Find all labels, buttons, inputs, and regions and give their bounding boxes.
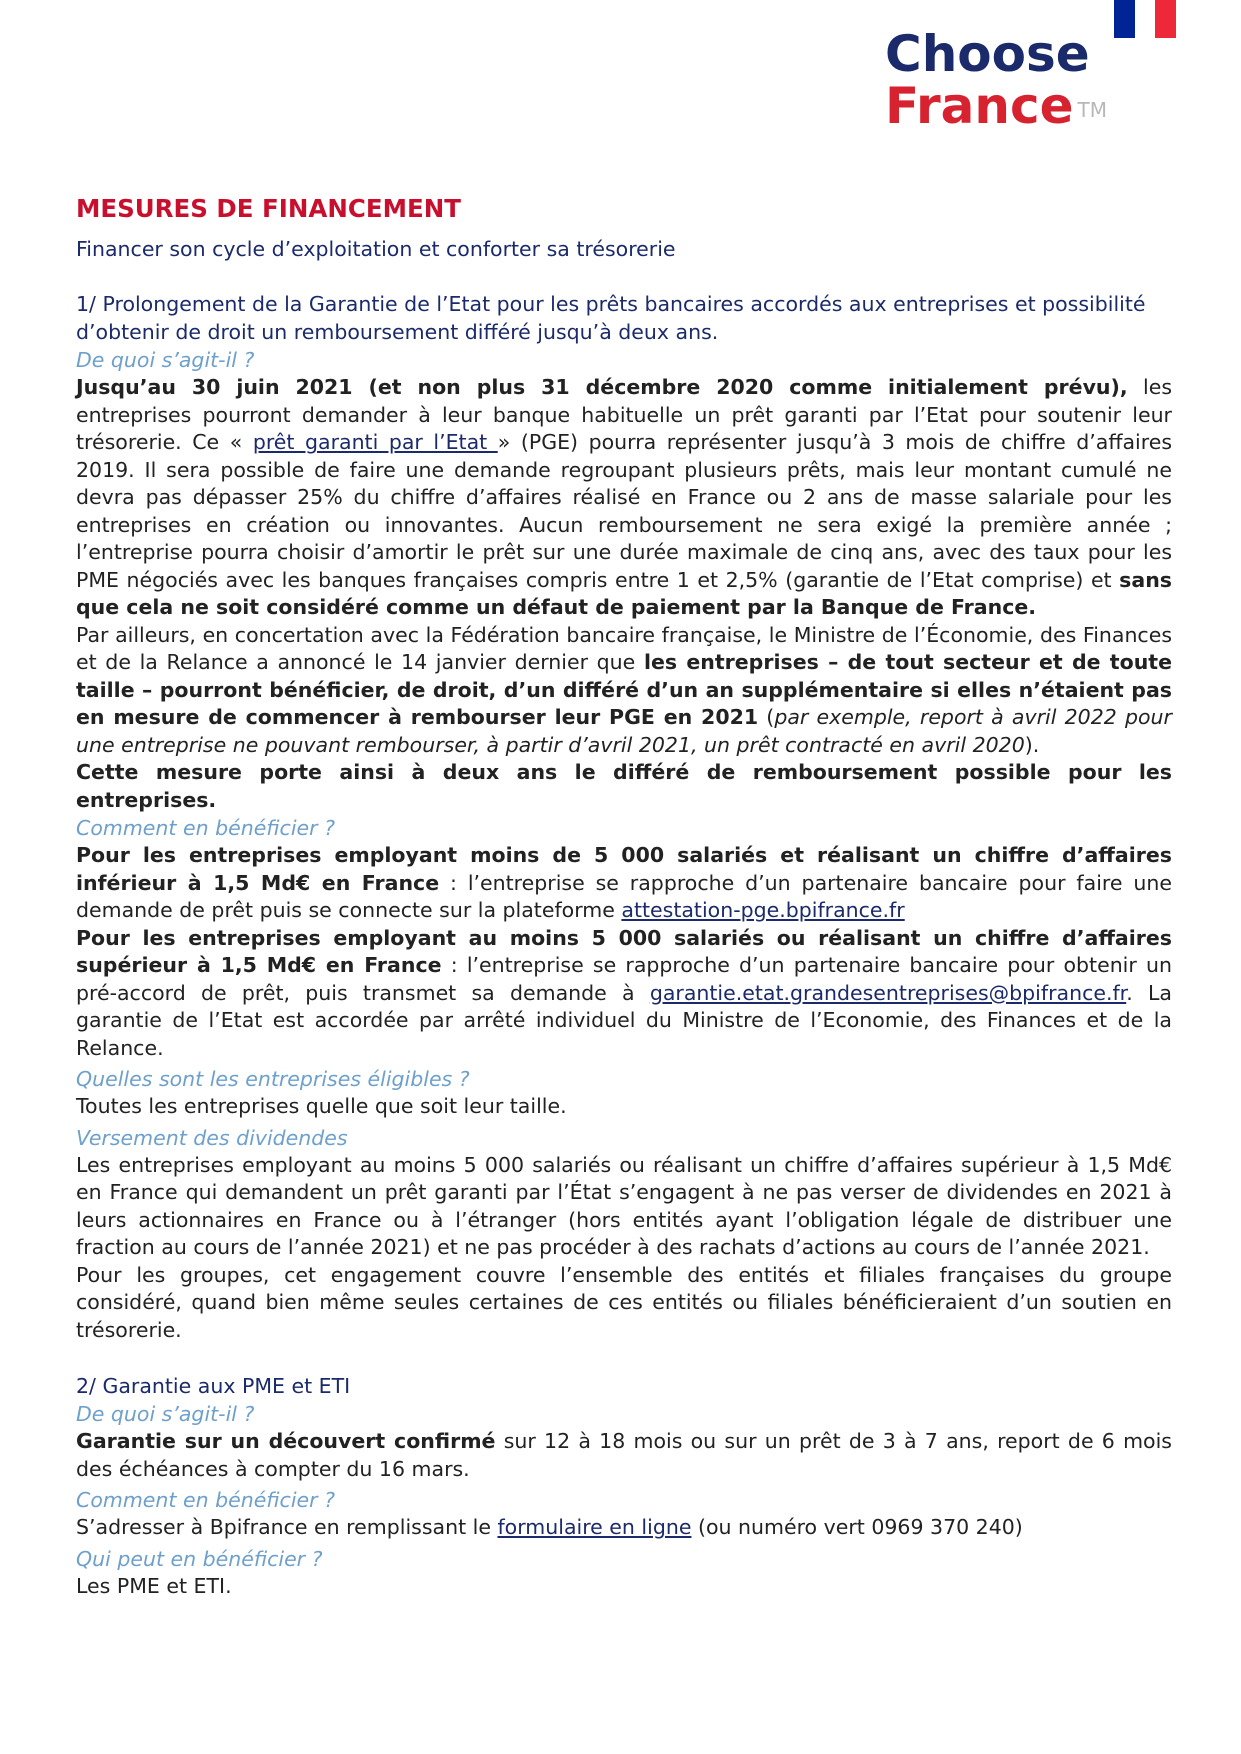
choose-france-logo: [885, 25, 1107, 135]
section-2-heading: 2/ Garantie aux PME et ETI: [76, 1374, 351, 1398]
paragraph-pge-intro: Jusqu’au 30 juin 2021 (et non plus 31 décembre 2020 comme initialement prévu), les entreprises pourront demander à leur banque habituelle un prêt garanti par l’Etat pour soutenir leur trésorerie. Ce « prêt garanti par l’Etat » (PGE) pourra représenter jusqu’à 3 mois de chiffre d’affaires 2019. Il sera possible de faire une demande regroupant plusieurs prêts, mais leur montant cumulé ne devra pas dépasser 25% du chiffre d’affaires réalisé en France ou 2 ans de masse salariale pour les entreprises en création ou innovantes. Aucun remboursement ne sera exigé la première année ; l’entreprise pourra choisir d’amortir le prêt sur une durée maximale de cinq ans, avec des taux pour les PME négociés avec les banques françaises compris entre 1 et 2,5% (garantie de l’Etat comprise) et sans que cela ne soit considéré comme un défaut de paiement par la Banque de France.: [76, 375, 1172, 619]
french-flag-icon: [1114, 0, 1176, 38]
paragraph-large-companies: Pour les entreprises employant au moins 5 000 salariés ou réalisant un chiffre d’affaires supérieur à 1,5 Md€ en France : l’entreprise se rapproche d’un partenaire bancaire pour obtenir un pré-accord de prêt, puis transmet sa demande à garantie.etat.grandesentreprises@bpifrance.fr. La garantie de l’Etat est accordée par arrêté individuel du Ministre de l’Economie, des Finances et de la Relance.: [76, 925, 1172, 1060]
link-garantie-email[interactable]: garantie.etat.grandesentreprises@bpifrance.fr: [649, 980, 1127, 1005]
question-eligible: Quelles sont les entreprises éligibles ?: [76, 1067, 470, 1091]
paragraph-dividends: Les entreprises employant au moins 5 000 salariés ou réalisant un chiffre d’affaires supérieur à 1,5 Md€ en France qui demandent un prêt garanti par l’État s’engagent à ne pas verser de dividendes en 2021 à leurs actionnaires en France ou à l’étranger (hors entités ayant l’obligation légale de distribuer une fraction au cours de l’année 2021) et ne pas procéder à des rachats d’actions au cours de l’année 2021.: [76, 1152, 1172, 1259]
logo-trademark: TM: [1077, 98, 1107, 122]
question-what-is-it-2: De quoi s’agit-il ?: [76, 1402, 255, 1426]
paragraph-eligible: Toutes les entreprises quelle que soit leur taille.: [76, 1094, 567, 1118]
document-body: [76, 192, 1172, 1600]
page-title: MESURES DE FINANCEMENT: [76, 194, 461, 223]
paragraph-differe: Par ailleurs, en concertation avec la Fédération bancaire française, le Ministre de l’Économie, des Finances et de la Relance a annoncé le 14 janvier dernier que les entreprises – de tout secteur et de toute taille – pourront bénéficier, de droit, d’un différé d’un an supplémentaire si elles n’étaient pas en mesure de commencer à rembourser leur PGE en 2021 (par exemple, report à avril 2022 pour une entreprise ne pouvant rembourser, à partir d’avril 2021, un prêt contracté en avril 2020).: [76, 622, 1172, 757]
logo-line-2: France ™: [885, 77, 1107, 135]
paragraph-small-companies: Pour les entreprises employant moins de 5 000 salariés et réalisant un chiffre d’affaires inférieur à 1,5 Md€ en France : l’entreprise se rapproche d’un partenaire bancaire pour faire une demande de prêt puis se connecte sur la plateforme attestation-pge.bpifrance.fr: [76, 843, 1172, 922]
question-how-to-benefit: Comment en bénéficier ?: [76, 816, 335, 840]
question-who-can-benefit: Qui peut en bénéficier ?: [76, 1546, 323, 1571]
page-subtitle: Financer son cycle d’exploitation et conforter sa trésorerie: [76, 237, 676, 261]
link-attestation-pge[interactable]: attestation-pge.bpifrance.fr: [621, 898, 905, 922]
paragraph-groups: Pour les groupes, cet engagement couvre l’ensemble des entités et filiales françaises du groupe considéré, quand bien même seules certaines de ces entités ou filiales bénéficieraient d’un soutien en trésorerie.: [76, 1262, 1172, 1342]
question-dividends: Versement des dividendes: [76, 1125, 348, 1150]
paragraph-mesure: Cette mesure porte ainsi à deux ans le différé de remboursement possible pour les entreprises.: [76, 760, 1172, 812]
paragraph-bpifrance: S’adresser à Bpifrance en remplissant le formulaire en ligne (ou numéro vert 0969 370 240): [76, 1515, 1023, 1539]
paragraph-garantie-pme: Garantie sur un découvert confirmé sur 12 à 18 mois ou sur un prêt de 3 à 7 ans, report de 6 mois des échéances à compter du 16 mars.: [76, 1429, 1172, 1481]
logo-line-1: Choose: [885, 25, 1090, 83]
paragraph-pme-eti: Les PME et ETI.: [76, 1573, 232, 1598]
section-1-heading: 1/ Prolongement de la Garantie de l’Etat pour les prêts bancaires accordés aux entreprises et possibilité d’obtenir de droit un remboursement différé jusqu’à deux ans.: [76, 292, 1146, 344]
link-formulaire-en-ligne[interactable]: formulaire en ligne: [497, 1515, 692, 1539]
question-what-is-it: De quoi s’agit-il ?: [76, 348, 255, 372]
question-how-to-benefit-2: Comment en bénéficier ?: [76, 1488, 335, 1512]
link-pret-garanti[interactable]: prêt garanti par l’Etat: [252, 430, 498, 454]
